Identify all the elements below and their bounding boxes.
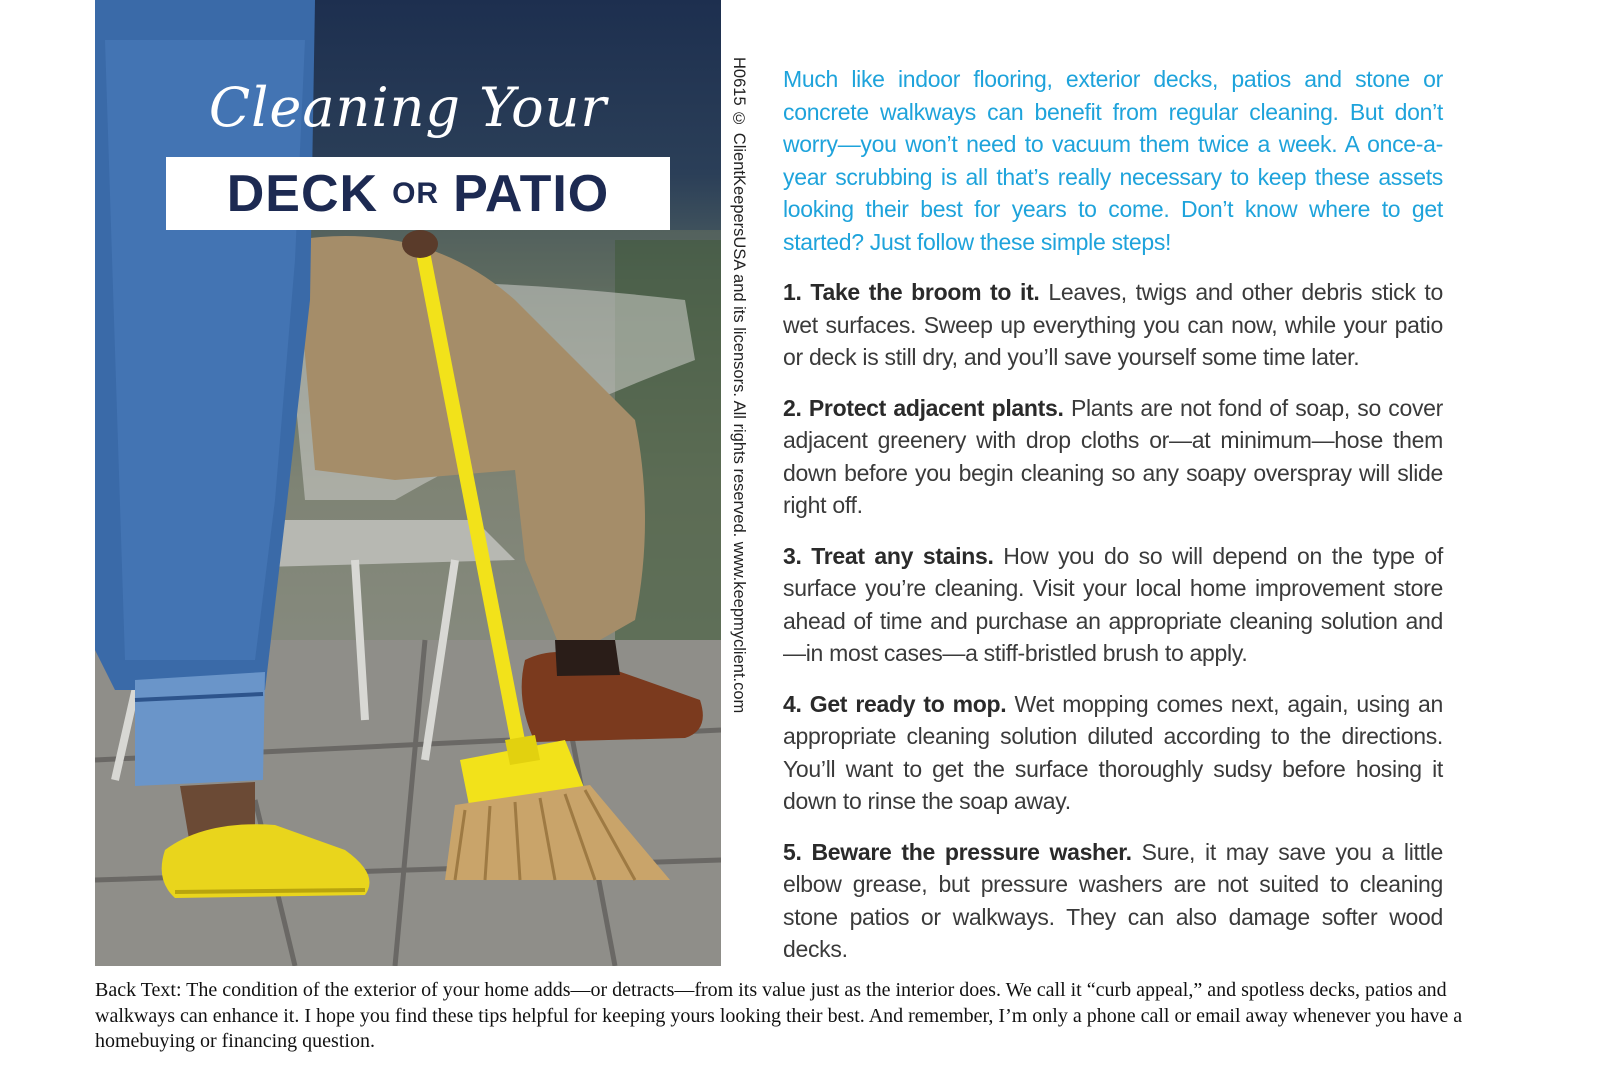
step-3	[783, 540, 1443, 670]
title-script: Cleaning Your	[208, 76, 608, 139]
step-heading: 3. Treat any stains.	[783, 542, 994, 569]
title-word-deck: DECK	[226, 164, 379, 223]
step-heading: 1. Take the broom to it.	[783, 279, 1040, 305]
title-word-patio: PATIO	[453, 164, 610, 223]
step-5	[783, 836, 1443, 966]
step-heading: 2. Protect adjacent plants.	[783, 394, 1064, 421]
step-body: How you do so will depend on the type of surface you’re cleaning. Visit your local home improvement store ahead of time and purchase an appropriate cleaning solution and—in most cases—a stiff-bristled brush to apply.	[783, 542, 1443, 666]
copyright-notice: H0615 © ClientKeepersUSA and its licensors. All rights reserved. www.keepmyclient.com	[730, 57, 748, 714]
step-body: Sure, it may save you a little elbow grease, but pressure washers are not suited to cleaning stone patios or walkways. They can also damage softer wood decks.	[783, 838, 1444, 962]
title-word-or: OR	[392, 176, 440, 210]
step-body: Leaves, twigs and other debris stick to wet surfaces. Sweep up everything you can now, while your patio or deck is still dry, and you’ll save yourself some time later.	[783, 279, 1443, 370]
intro-paragraph: Much like indoor flooring, exterior decks, patios and stone or concrete walkways can benefit from regular cleaning. But don’t worry—you won’t need to vacuum them twice a week. A once-a-year scrubbing is all that’s really necessary to keep these assets looking their best for years to come. Don’t know where to get started? Just follow these simple steps!	[783, 66, 1443, 255]
step-body: Plants are not fond of soap, so cover adjacent greenery with drop cloths or—at minimum—hose them down before you begin cleaning so any soapy overspray will slide right off.	[783, 394, 1444, 518]
back-text: Back Text: The condition of the exterior of your home adds—or detracts—from its value just as the interior does. We call it “curb appeal,” and spotless decks, patios and walkways can enhance it. I hope you find these tips helpful for keeping yours looking their best. And remember, I’m only a phone call or email away whenever you have a homebuying or financing question.	[95, 979, 1463, 1052]
step-body: Wet mopping comes next, again, using an appropriate cleaning solution diluted according to the directions. You’ll want to get the surface thoroughly sudsy before hosing it down to rinse the soap away.	[783, 690, 1443, 814]
step-2	[783, 392, 1443, 522]
step-4	[783, 688, 1443, 818]
cover-photo	[95, 0, 721, 966]
step-1	[783, 276, 1443, 374]
article-body	[783, 63, 1443, 984]
photo-illustration	[95, 0, 721, 966]
title-box	[166, 157, 670, 230]
step-heading: 5. Beware the pressure washer.	[783, 838, 1132, 865]
step-heading: 4. Get ready to mop.	[783, 690, 1007, 717]
